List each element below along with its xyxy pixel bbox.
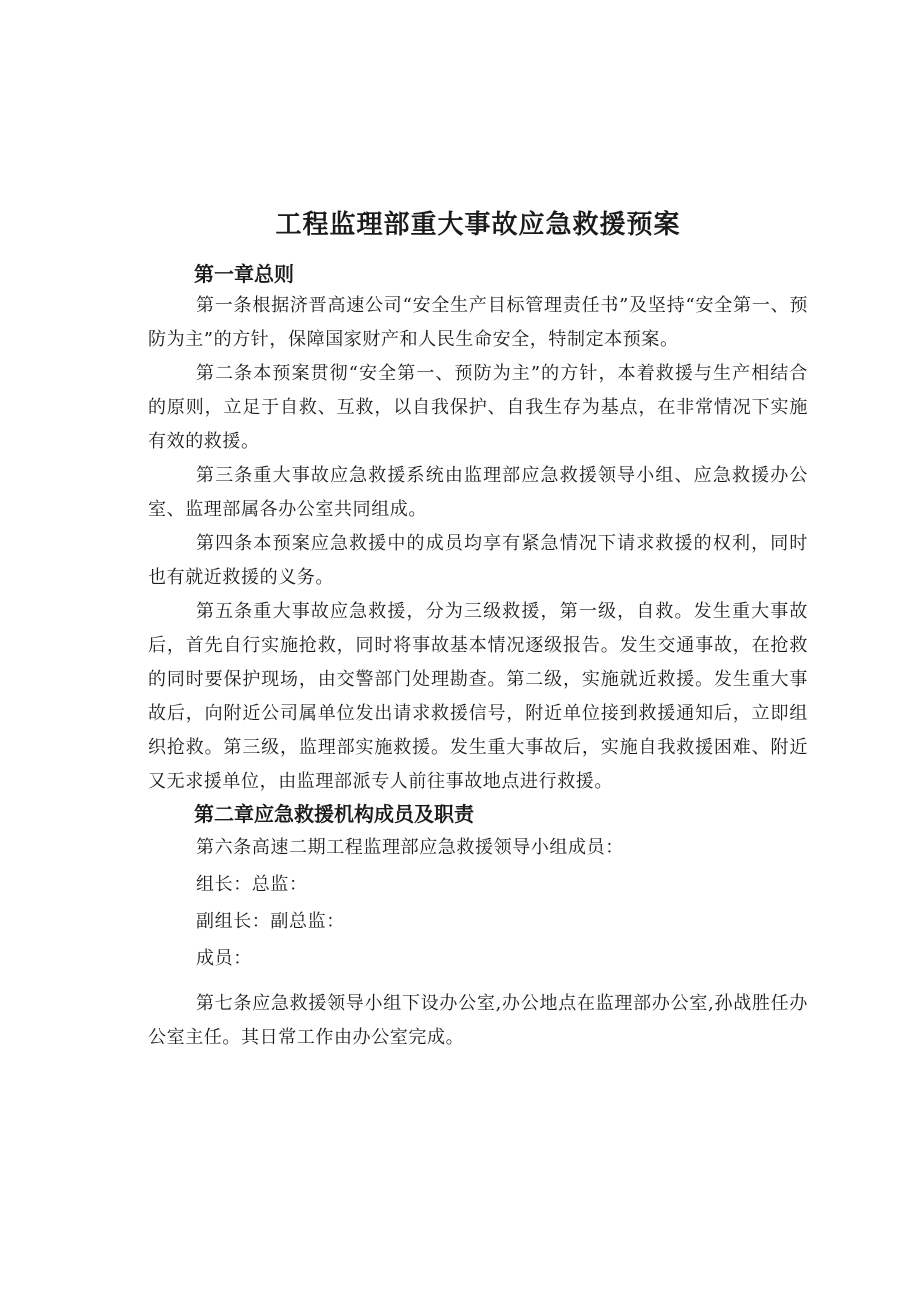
article-1-paragraph: 第一条根据济晋高速公司“安全生产目标管理责任书”及坚持“安全第一、预防为主”的方针，保障国家财产和人民生命安全，特制定本预案。 xyxy=(148,295,808,350)
article-4-paragraph: 第四条本预案应急救援中的成员均享有紧急情况下请求救援的权利，同时也有就近救援的义务。 xyxy=(148,533,808,588)
members-line: 成员： xyxy=(196,948,252,969)
article-2-paragraph: 第二条本预案贯彻“安全第一、预防为主”的方针，本着救援与生产相结合的原则，立足于自救、互救，以自我保护、自我生存为基点，在非常情况下实施有效的救援。 xyxy=(148,363,808,452)
article-3-paragraph: 第三条重大事故应急救援系统由监理部应急救援领导小组、应急救援办公室、监理部属各办公室共同组成。 xyxy=(148,465,808,520)
chapter-1-heading: 第一章总则 xyxy=(194,262,294,286)
deputy-leader-line: 副组长：副总监： xyxy=(196,911,345,932)
leader-line: 组长：总监： xyxy=(196,874,308,895)
article-6-line: 第六条高速二期工程监理部应急救援领导小组成员： xyxy=(196,837,624,858)
article-5-paragraph: 第五条重大事故应急救援，分为三级救援，第一级，自救。发生重大事故后，首先自行实施抢救，同时将事故基本情况逐级报告。发生交通事故，在抢救的同时要保护现场，由交警部门处理勘查。第二级，实施就近救援。发生重大事故后，向附近公司属单位发出请求救援信号，附近单位接到救援通知后，立即组织抢救。第三级，监理部实施救援。发生重大事故后，实施自我救援困难、附近又无求援单位，由监理部派专人前往事故地点进行救援。 xyxy=(148,601,808,792)
document-page xyxy=(148,205,808,1055)
document-title: 工程监理部重大事故应急救援预案 xyxy=(275,210,681,240)
chapter-2-heading: 第二章应急救援机构成员及职责 xyxy=(194,802,474,826)
article-7-paragraph: 第七条应急救援领导小组下设办公室,办公地点在监理部办公室,孙战胜任办公室主任。其日常工作由办公室完成。 xyxy=(148,993,808,1048)
